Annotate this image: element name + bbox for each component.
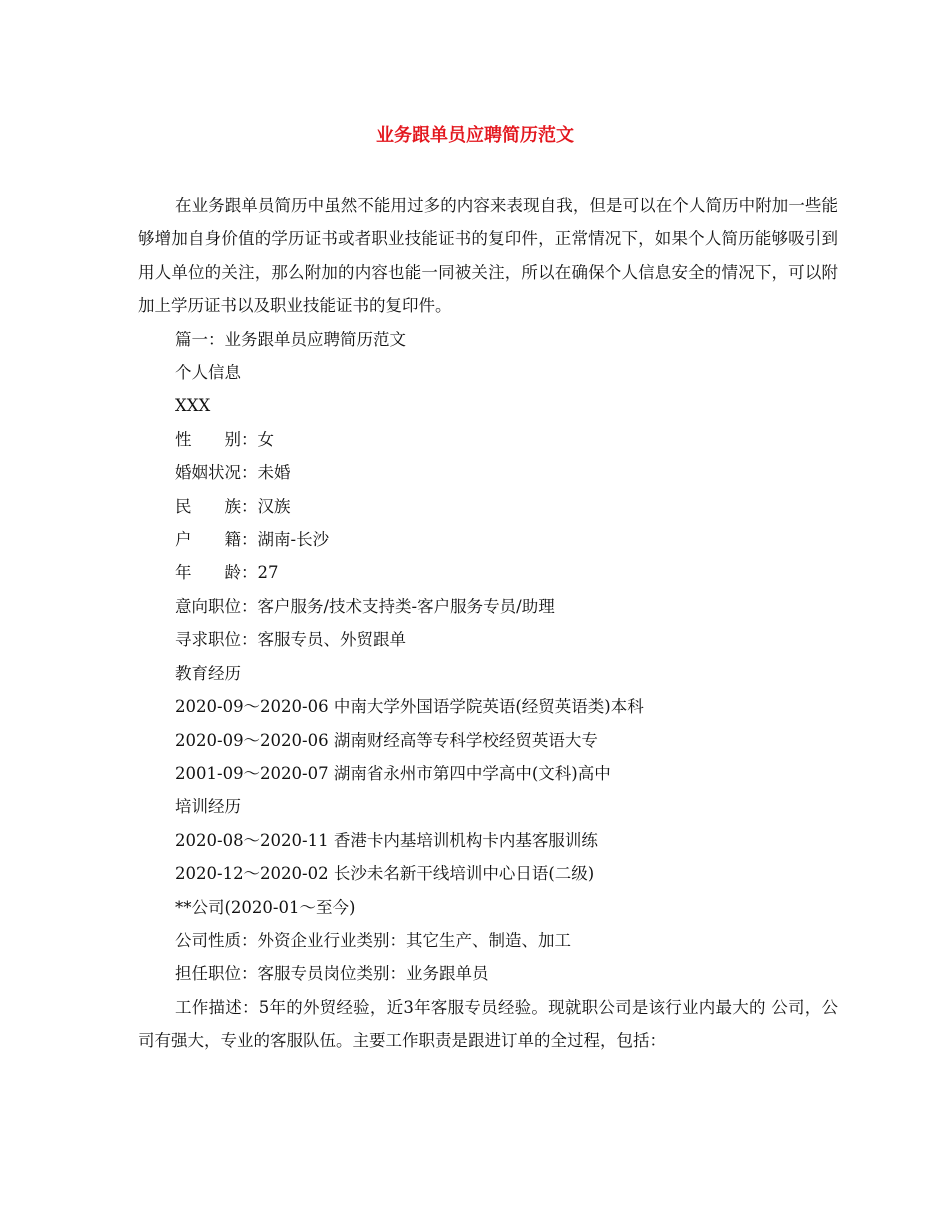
seeking-position-line (138, 623, 838, 656)
seeking-position-value: 客服专员、外贸跟单 (257, 630, 406, 650)
intended-position-line (138, 590, 838, 623)
work-company: **公司(2020-01～至今) (175, 897, 356, 917)
seeking-position-label: 寻求职位： (175, 630, 258, 650)
hukou-value: 湖南-长沙 (257, 530, 330, 550)
marital-value: 未婚 (257, 463, 291, 483)
hukou-label: 户 籍： (175, 530, 258, 550)
hukou-line (138, 523, 838, 556)
personal-info-heading: 个人信息 (175, 363, 241, 383)
work-company-nature: 公司性质：外资企业行业类别：其它生产、制造、加工 (175, 930, 571, 950)
intended-position-label: 意向职位： (175, 596, 258, 616)
work-position: 担任职位：客服专员岗位类别：业务跟单员 (175, 964, 489, 984)
education-item: 2001-09～2020-07 湖南省永州市第四中学高中(文科)高中 (175, 763, 611, 783)
training-heading: 培训经历 (175, 797, 241, 817)
education-heading: 教育经历 (175, 663, 241, 683)
chapter-heading: 篇一：业务跟单员应聘简历范文 (175, 329, 406, 349)
age-line (138, 556, 838, 589)
age-value: 27 (257, 563, 279, 583)
ethnicity-label: 民 族： (175, 496, 258, 516)
training-item: 2020-08～2020-11 香港卡内基培训机构卡内基客服训练 (175, 830, 598, 850)
document-title: 业务跟单员应聘简历范文 (376, 125, 574, 146)
gender-value: 女 (257, 429, 274, 449)
marital-label: 婚姻状况： (175, 463, 258, 483)
intro-paragraph: 在业务跟单员简历中虽然不能用过多的内容来表现自我，但是可以在个人简历中附加一些能够增加自身价值的学历证书或者职业技能证书的复印件，正常情况下，如果个人简历能够吸引到用人单位的关注，那么附加的内容也能一同被关注，所以在确保个人信息安全的情况下，可以附加上学历证书以及职业技能证书的复印件。 (138, 196, 838, 316)
ethnicity-line (138, 490, 838, 523)
marital-line (138, 456, 838, 489)
gender-label: 性 别： (175, 429, 258, 449)
age-label: 年 龄： (175, 563, 258, 583)
gender-line (138, 423, 838, 456)
name-line: XXX (175, 396, 211, 416)
ethnicity-value: 汉族 (257, 496, 291, 516)
work-description: 工作描述：5年的外贸经验，近3年客服专员经验。现就职公司是该行业内最大的 公司，公司有强大，专业的客服队伍。主要工作职责是跟进订单的全过程，包括： (138, 997, 838, 1051)
education-item: 2020-09～2020-06 中南大学外国语学院英语(经贸英语类)本科 (175, 697, 644, 717)
intended-position-value: 客户服务/技术支持类-客户服务专员/助理 (257, 596, 555, 616)
training-item: 2020-12～2020-02 长沙未名新干线培训中心日语(二级) (175, 864, 595, 884)
education-item: 2020-09～2020-06 湖南财经高等专科学校经贸英语大专 (175, 730, 598, 750)
document-body (138, 189, 838, 1058)
